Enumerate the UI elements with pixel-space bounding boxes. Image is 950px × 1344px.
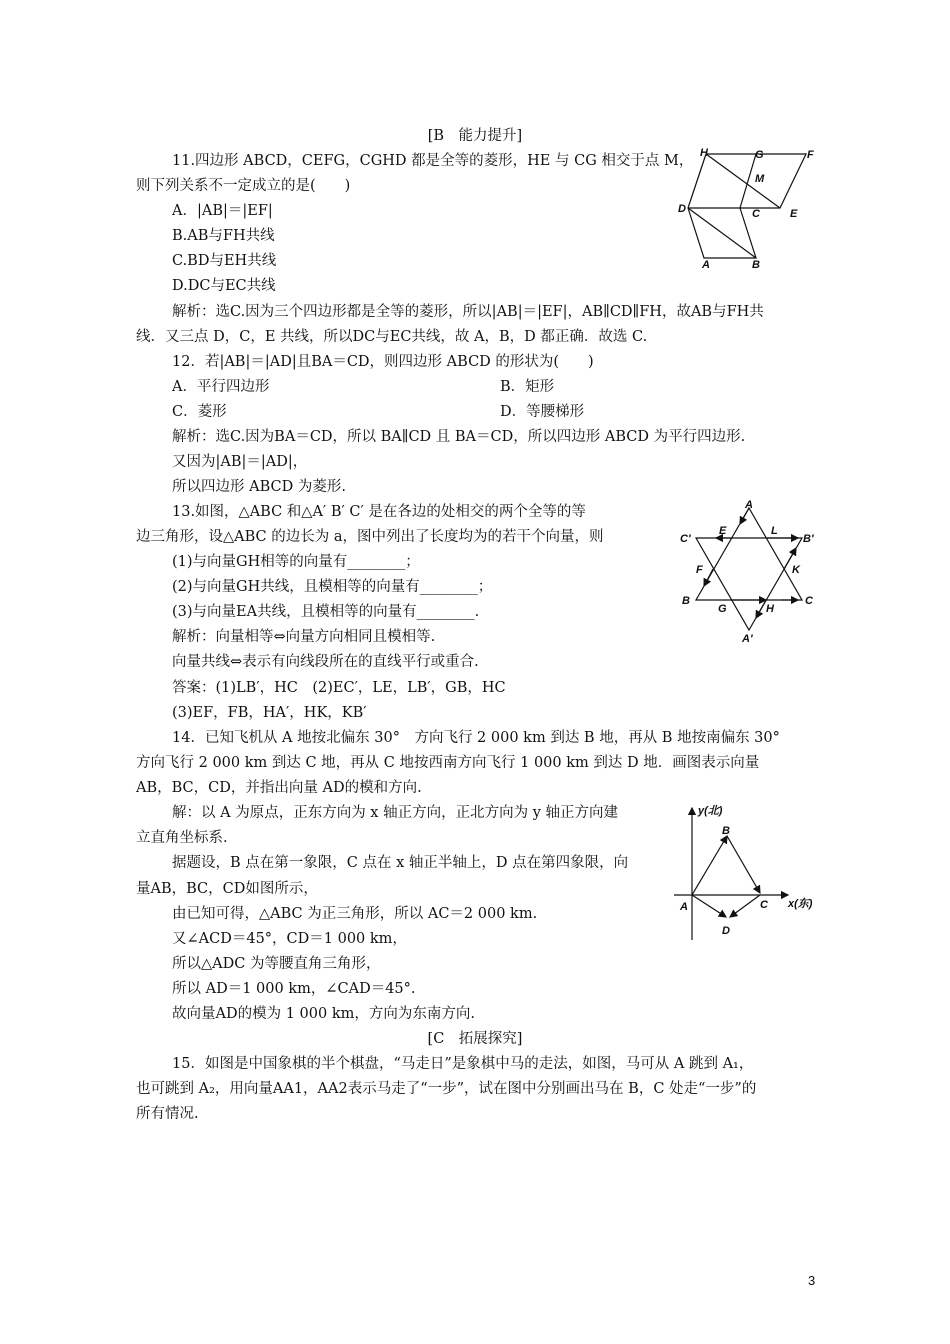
text-line: 11.四边形 ABCD，CEFG，CGHD 都是全等的菱形，HE 与 CG 相交于点 M，	[172, 153, 694, 169]
text-line: 边三角形，设△ABC 的边长为 a，图中列出了长度均为的若干个向量，则	[136, 529, 604, 545]
label-K: K	[792, 564, 800, 576]
text-line: (3)与向量EA共线，且模相等的向量有________.	[172, 604, 480, 620]
label-B: B	[722, 825, 730, 837]
text-line: 向量共线⇔表示有向线段所在的直线平行或重合.	[172, 654, 479, 670]
label-G: G	[755, 149, 764, 161]
label-C: C	[760, 899, 768, 911]
label-C: C	[752, 208, 760, 220]
text-line: A．平行四边形	[172, 379, 270, 395]
label-A: A	[745, 499, 753, 511]
text-line: 量AB，BC，CD如图所示，	[136, 881, 318, 897]
text-line: C.BD与EH共线	[172, 253, 277, 269]
text-line: 所以四边形 ABCD 为菱形.	[172, 479, 346, 495]
text-line: 12．若|AB|＝|AD|且BA＝CD，则四边形 ABCD 的形状为( )	[172, 354, 594, 370]
label-C: C	[805, 595, 813, 607]
label-H: H	[766, 603, 774, 615]
text-line: (1)与向量GH相等的向量有________；	[172, 554, 420, 570]
text-line: 所有情况.	[136, 1106, 199, 1122]
text-line: 线．又三点 D，C，E 共线，所以DC与EC共线，故 A，B，D 都正确．故选 C.	[136, 329, 648, 345]
label-F: F	[807, 149, 814, 161]
text-line: 解：以 A 为原点，正东方向为 x 轴正方向，正北方向为 y 轴正方向建	[172, 805, 618, 821]
label-B: B	[682, 595, 690, 607]
text-line: A．|AB|＝|EF|	[172, 203, 273, 219]
x-axis-label: x(东)	[788, 898, 813, 910]
rhombus-figure	[676, 142, 826, 272]
label-C-prime: C′	[680, 533, 691, 545]
section-heading-b: [B 能力提升]	[427, 128, 523, 144]
label-E: E	[719, 525, 727, 537]
text-line: B．矩形	[500, 379, 555, 395]
text-line: 据题设，B 点在第一象限，C 点在 x 轴正半轴上，D 点在第四象限，向	[172, 855, 629, 871]
text-line: 则下列关系不一定成立的是( )	[136, 178, 351, 194]
text-line: 解析：向量相等⇔向量方向相同且模相等.	[172, 629, 436, 645]
text-line: 又∠ACD＝45°，CD＝1 000 km，	[172, 931, 407, 947]
text-line: 解析：选C.因为三个四边形都是全等的菱形，所以|AB|＝|EF|，AB∥CD∥FH，故AB与FH共	[172, 304, 764, 320]
text-line: 由已知可得，△ABC 为正三角形，所以 AC＝2 000 km.	[172, 906, 538, 922]
label-A: A	[702, 259, 710, 271]
text-line: 13.如图，△ABC 和△A′ B′ C′ 是在各边的处相交的两个全等的等	[172, 504, 586, 520]
text-line: C．菱形	[172, 404, 227, 420]
page-number: 3	[808, 1273, 816, 1288]
label-B-prime: B′	[803, 533, 814, 545]
text-line: B.AB与FH共线	[172, 228, 275, 244]
label-G: G	[718, 603, 727, 615]
label-D: D	[678, 203, 686, 215]
label-F: F	[696, 564, 703, 576]
label-H: H	[700, 147, 708, 159]
text-line: 故向量AD的模为 1 000 km，方向为东南方向.	[172, 1006, 475, 1022]
label-E: E	[790, 208, 798, 220]
text-line: 14．已知飞机从 A 地按北偏东 30° 方向飞行 2 000 km 到达 B 地，再从 B 地按南偏东 30°	[172, 730, 780, 746]
label-D: D	[722, 925, 730, 937]
text-line: (2)与向量GH共线，且模相等的向量有________；	[172, 579, 493, 595]
text-line: D.DC与EC共线	[172, 278, 276, 294]
text-line: 又因为|AB|＝|AD|，	[172, 454, 308, 470]
label-A: A	[680, 901, 688, 913]
text-line: 15．如图是中国象棋的半个棋盘，“马走日”是象棋中马的走法，如图，马可从 A 跳到 A₁，	[172, 1056, 754, 1072]
text-line: 方向飞行 2 000 km 到达 C 地，再从 C 地按西南方向飞行 1 000 km 到达 D 地．画图表示向量	[136, 755, 760, 771]
y-axis-label: y(北)	[698, 805, 723, 817]
flight-path-figure	[670, 800, 830, 945]
text-line: 所以 AD＝1 000 km，∠CAD＝45°.	[172, 981, 416, 997]
text-line: D．等腰梯形	[500, 404, 585, 420]
text-line: AB，BC，CD，并指出向量 AD的模和方向.	[136, 780, 422, 796]
label-L: L	[771, 525, 778, 537]
text-line: 也可跳到 A₂，用向量AA1，AA2表示马走了“一步”，试在图中分别画出马在 B，C 处走“一步”的	[136, 1081, 757, 1097]
label-M: M	[755, 173, 765, 185]
text-line: 所以△ADC 为等腰直角三角形，	[172, 956, 381, 972]
label-B: B	[752, 259, 760, 271]
text-line: 立直角坐标系.	[136, 830, 228, 846]
text-line: 答案：(1)LB′，HC (2)EC′，LE，LB′，GB，HC	[172, 680, 506, 696]
hexagram-figure	[676, 496, 826, 646]
text-line: 解析：选C.因为BA＝CD，所以 BA∥CD 且 BA＝CD，所以四边形 ABCD 为平行四边形.	[172, 429, 746, 445]
section-heading-c: [C 拓展探究]	[427, 1031, 523, 1047]
label-A-prime: A′	[742, 633, 753, 645]
text-line: (3)EF，FB，HA′，HK，KB′	[172, 705, 367, 721]
